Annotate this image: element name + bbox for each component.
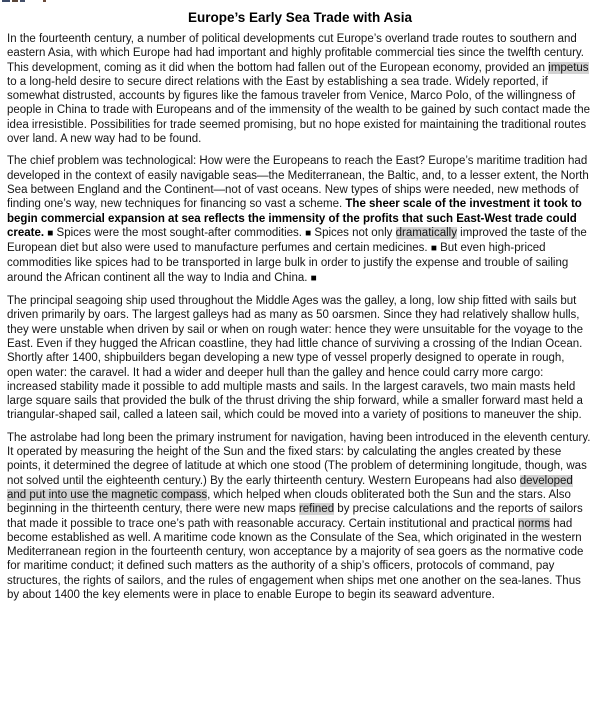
insertion-marker-icon[interactable]: ■ [47,227,54,239]
insertion-marker-icon[interactable]: ■ [310,272,317,284]
text-run: Spices were the most sought-after commodities. [53,226,306,239]
passage-paragraph [7,431,593,603]
text-run: In the fourteenth century, a number of political developments cut Europe’s overland trade routes to southern and eastern Asia, with which Europe had had important and highly profitable commercial ties since the twelfth century. This development, coming as it did when the bottom had fallen out of the European economy, provided an [7,33,585,74]
highlighted-text: impetus [548,61,589,74]
text-run: had become established as well. A maritime code known as the Consulate of the Sea, which originated in the western Mediterranean region in the fourteenth century, won acceptance by a majority of sea goers as the normative code for maritime conduct; it defined such matters as the authority of a ship’s officers, protocols of command, pay structures, the rights of sailors, and the rules of engagement when ships met one another on the sea-lanes. Thus by about 1400 the key elements were in place to enable Europe to begin its seaward adventure. [7,517,584,601]
text-run: by precise calculations and the reports of sailors that made it possible to trace one’s path with reasonable accuracy. Certain institutional and practical [7,503,583,530]
highlighted-text: refined [298,503,335,516]
text-run: The chief problem was technological: How were the Europeans to reach the East? Europe’s maritime tradition had developed in the context of easily navigable seas—the Mediterranean, the Baltic, and, to a lesser extent, the North Sea between England and the Continent—not of vast oceans. New types of ships were needed, new methods of finding one’s way, new techniques for financing so vast a scheme. [7,155,589,211]
clipped-text-fragment [2,0,48,3]
passage-title: Europe’s Early Sea Trade with Asia [187,10,413,25]
text-run: improved the taste of the European diet but also were used to manufacture perfumes and certain medicines. [7,226,587,255]
text-run: to a long-held desire to secure direct relations with the East by establishing a sea trade. Widely reported, if somewhat distrusted, accounts by figures like the famous traveler from Venice, Marco Polo, of the willingness of people in China to trade with Europeans and of the immensity of the wealth to be gained by such contact made the idea irresistible. Possibilities for trade seemed promising, but no hope existed for maintaining the traditional routes over land. A new way had to be found. [7,75,591,146]
passage-body [7,32,593,602]
highlighted-text: dramatically [395,226,457,239]
highlighted-text: norms [517,517,550,530]
passage-paragraph [7,294,593,423]
text-run: The astrolabe had long been the primary instrument for navigation, having been introduced in the eleventh century. It operated by measuring the height of the Sun and the fixed stars: by calculating the angles created by these points, it determined the degree of latitude at which one stood (The problem of determining longitude, though, was not solved until the eighteenth century.) By the early thirteenth century. Western Europeans had also [7,431,591,487]
text-run: But even high-priced commodities like spices had to be transported in large bulk in order to justify the expense and trouble of sailing around the African continent all the way to India and China. [7,242,569,284]
highlighted-text: developed and put into use the magnetic compass [7,474,573,501]
bold-sentence: The sheer scale of the investment it took to begin commercial expansion at sea reflects the immensity of the profits that such East-West trade could create. [7,198,582,239]
insertion-marker-icon[interactable]: ■ [305,227,312,239]
text-run: Spices not only [311,226,396,239]
passage-paragraph [7,32,593,146]
passage-paragraph [7,154,593,286]
text-run: , which helped when clouds obliterated both the Sun and the stars. Also beginning in the thirteenth century, there were new maps [7,488,571,516]
insertion-marker-icon[interactable]: ■ [430,243,437,255]
text-run: The principal seagoing ship used throughout the Middle Ages was the galley, a long, low ship fitted with sails but driven primarily by oars. The largest galleys had as many as 50 oarsmen. Since they had relatively shallow hulls, they were unstable when driven by sail or when on rough water: hence they were unsuitable for the voyage to the East. Even if they hugged the African coastline, they had little chance of surviving a crossing of the Indian Ocean. Shortly after 1400, shipbuilders began developing a new type of vessel properly designed to operate in rough, open water: the caravel. It had a wider and deeper hull than the galley and hence could carry more cargo: increased stability made it possible to add multiple masts and sails. In the largest caravels, two main masts held large square sails that provided the bulk of the thrust driving the ship forward, while a smaller forward mast held a triangular-shaped sail, called a lateen sail, which could be moved into a variety of positions to maneuver the ship. [7,295,583,422]
